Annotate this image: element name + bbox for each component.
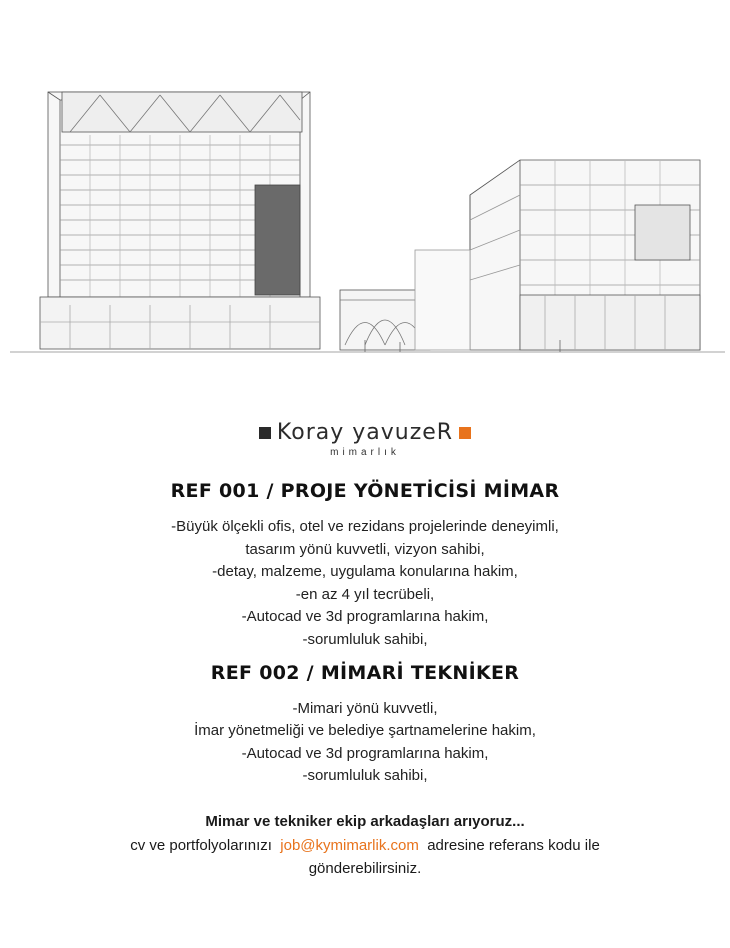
- ref-001-title: REF 001 / PROJE YÖNETİCİSİ MİMAR: [170, 480, 560, 502]
- building-sketch-illustration: [0, 0, 730, 400]
- ref-002-requirements: [0, 698, 730, 788]
- brand-tagline: mimarlık: [330, 447, 400, 458]
- requirement-line: -en az 4 yıl tecrübeli,: [295, 585, 435, 603]
- footer-closing-line: gönderebilirsiniz.: [308, 859, 422, 877]
- ref-001-requirements: [0, 516, 730, 652]
- requirement-line: -Autocad ve 3d programlarına hakim,: [241, 744, 489, 762]
- requirement-line: -Autocad ve 3d programlarına hakim,: [241, 608, 489, 626]
- footer-suffix: adresine referans kodu ile: [427, 836, 600, 854]
- footer-headline: Mimar ve tekniker ekip arkadaşları arıyoruz...: [205, 812, 525, 830]
- ref-002-title: REF 002 / MİMARİ TEKNİKER: [210, 661, 520, 684]
- requirement-line: -detay, malzeme, uygulama konularına hakim,: [212, 563, 518, 581]
- footer-prefix: cv ve portfolyolarınızı: [130, 836, 272, 854]
- requirement-line: İmar yönetmeliği ve belediye şartnamelerine hakim,: [194, 722, 536, 740]
- footer-contact-line: [0, 834, 730, 857]
- email-link[interactable]: job@kymimarlik.com: [280, 836, 419, 854]
- company-logo: [0, 420, 730, 458]
- dark-square-logo-mark: [259, 427, 271, 439]
- requirement-line: tasarım yönü kuvvetli, vizyon sahibi,: [245, 540, 485, 558]
- requirement-line: -sorumluluk sahibi,: [302, 630, 428, 648]
- requirement-line: -Mimari yönü kuvvetli,: [292, 699, 438, 717]
- requirement-line: -Büyük ölçekli ofis, otel ve rezidans projelerinde deneyimli,: [171, 518, 559, 535]
- brand-name: Koray yavuzeR: [276, 420, 454, 445]
- orange-square-logo-mark: [459, 427, 471, 439]
- job-listing-content: [0, 480, 730, 880]
- requirement-line: -sorumluluk sahibi,: [302, 767, 428, 785]
